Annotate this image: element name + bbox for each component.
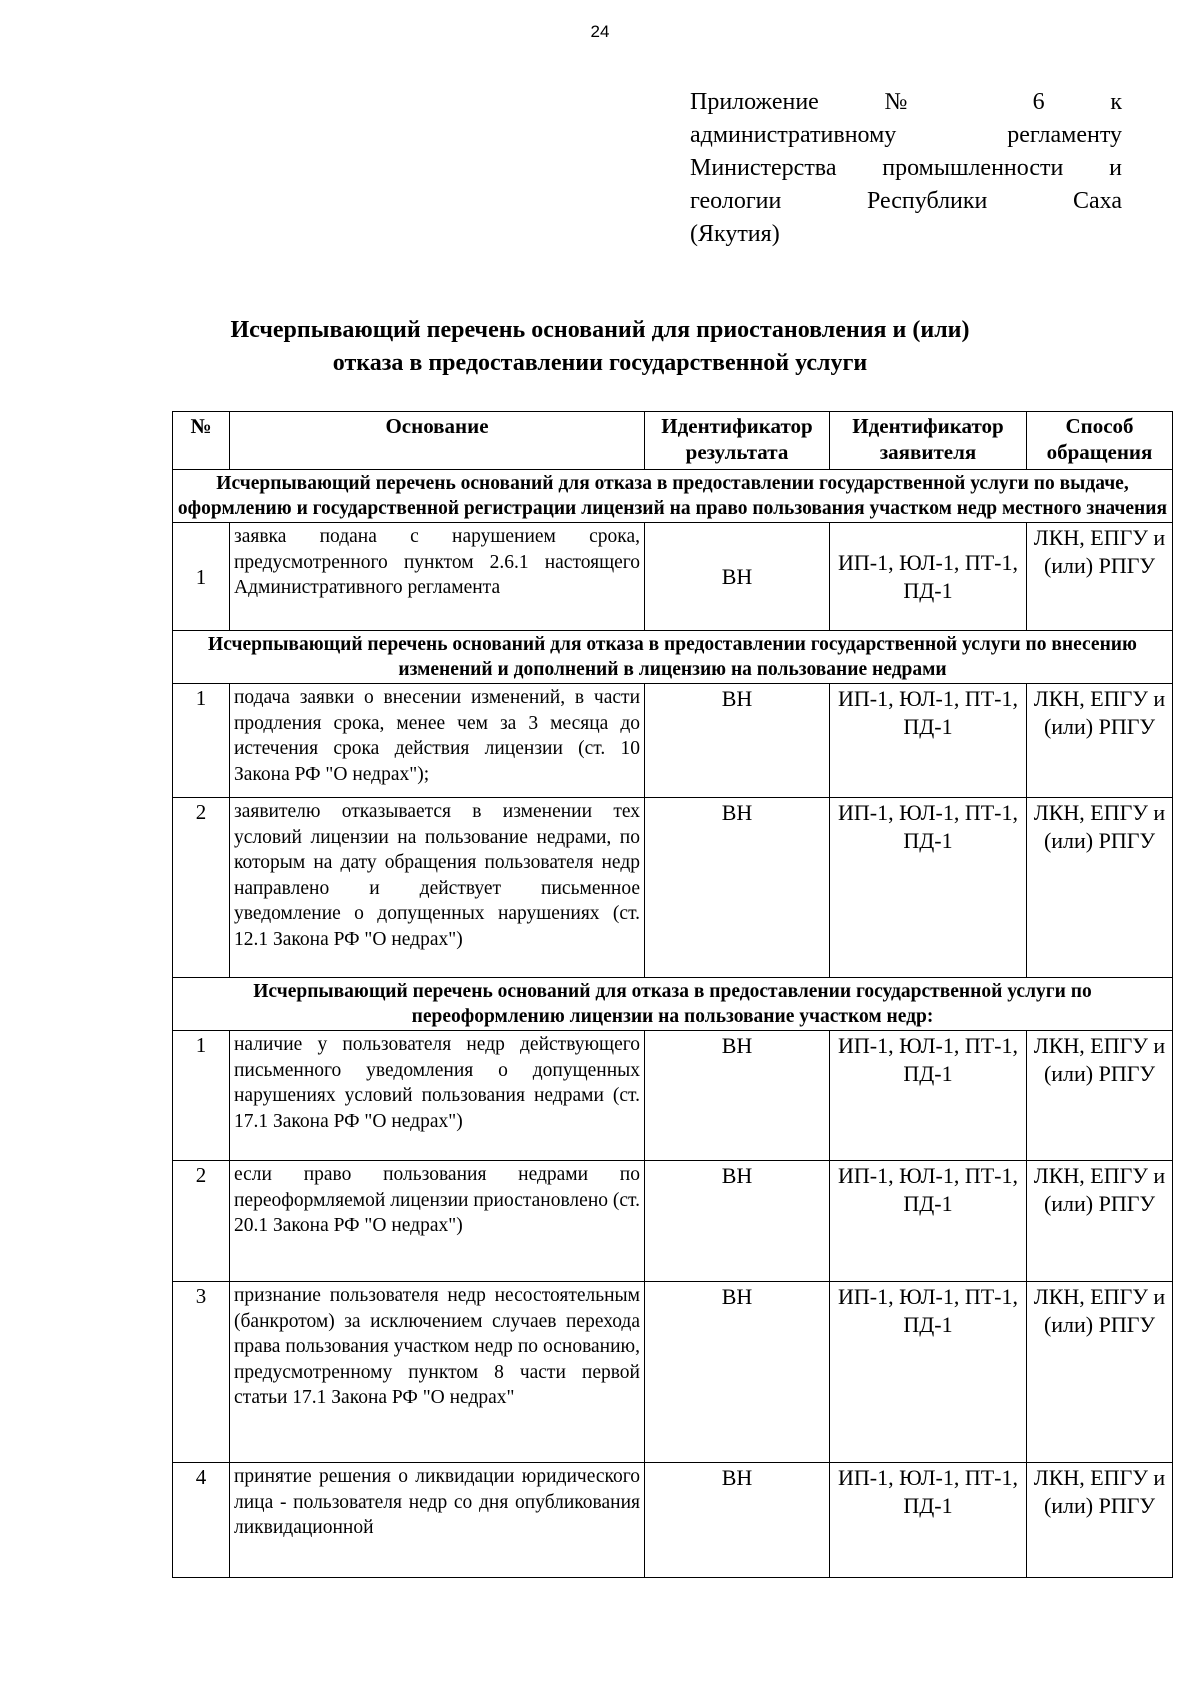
row-method: ЛКН, ЕПГУ и (или) РПГУ (1027, 1161, 1173, 1282)
header-number: № (173, 412, 230, 470)
row-number: 2 (173, 1161, 230, 1282)
row-applicant-id: ИП-1, ЮЛ-1, ПТ-1, ПД-1 (830, 523, 1027, 631)
header-result-id: Идентификатор результата (645, 412, 830, 470)
row-reason: если право пользования недрами по переоформляемой лицензии приостановлено (ст. 20.1 Закона РФ "О недрах") (230, 1161, 645, 1282)
table-row (173, 523, 1173, 631)
row-method: ЛКН, ЕПГУ и (или) РПГУ (1027, 1463, 1173, 1578)
row-applicant-id: ИП-1, ЮЛ-1, ПТ-1, ПД-1 (830, 1282, 1027, 1463)
page-number: 24 (590, 22, 610, 41)
row-number: 1 (173, 684, 230, 798)
section-header-row (173, 470, 1173, 523)
header-reason: Основание (230, 412, 645, 470)
row-method: ЛКН, ЕПГУ и (или) РПГУ (1027, 1031, 1173, 1161)
appendix-line: Министерства промышленности и (690, 155, 1122, 181)
section-header-row (173, 978, 1173, 1031)
section-title: Исчерпывающий перечень оснований для отказа в предоставлении государственной услуги по выдаче, оформлению и государственной регистрации лицензий на право пользования участком недр местного значения (173, 470, 1173, 523)
row-reason: наличие у пользователя недр действующего письменного уведомления о допущенных нарушениях условий пользования недрами (ст. 17.1 Закона РФ "О недрах") (230, 1031, 645, 1161)
header-method: Способ обращения (1027, 412, 1173, 470)
row-result-id: ВН (645, 798, 830, 978)
row-applicant-id: ИП-1, ЮЛ-1, ПТ-1, ПД-1 (830, 798, 1027, 978)
row-number: 4 (173, 1463, 230, 1578)
row-applicant-id: ИП-1, ЮЛ-1, ПТ-1, ПД-1 (830, 1463, 1027, 1578)
table-row (173, 1031, 1173, 1161)
table-header-row (173, 412, 1173, 470)
row-applicant-id: ИП-1, ЮЛ-1, ПТ-1, ПД-1 (830, 684, 1027, 798)
section-header-row (173, 631, 1173, 684)
row-result-id: ВН (645, 523, 830, 631)
row-number: 1 (173, 1031, 230, 1161)
row-method: ЛКН, ЕПГУ и (или) РПГУ (1027, 798, 1173, 978)
row-number: 2 (173, 798, 230, 978)
table-row (173, 1161, 1173, 1282)
appendix-line: геологии Республики Саха (690, 188, 1122, 214)
row-reason: заявка подана с нарушением срока, предусмотренного пунктом 2.6.1 настоящего Административного регламента (230, 523, 645, 631)
section-title: Исчерпывающий перечень оснований для отказа в предоставлении государственной услуги по переоформлению лицензии на пользование участком недр: (173, 978, 1173, 1031)
row-number: 3 (173, 1282, 230, 1463)
row-reason: принятие решения о ликвидации юридического лица - пользователя недр со дня опубликования ликвидационной (230, 1463, 645, 1578)
row-result-id: ВН (645, 1463, 830, 1578)
row-reason: заявителю отказывается в изменении тех условий лицензии на пользование недрами, по которым на дату обращения пользователя недр направлено и действует письменное уведомление о допущенных нарушениях (ст. 12.1 Закона РФ "О недрах") (230, 798, 645, 978)
document-title (150, 314, 1050, 380)
appendix-line: административному регламенту (690, 122, 1122, 148)
row-result-id: ВН (645, 684, 830, 798)
table-row (173, 798, 1173, 978)
row-method: ЛКН, ЕПГУ и (или) РПГУ (1027, 523, 1173, 631)
row-reason: признание пользователя недр несостоятельным (банкротом) за исключением случаев перехода права пользования участком недр по основанию, предусмотренному пунктом 8 части первой статьи 17.1 Закона РФ "О недрах" (230, 1282, 645, 1463)
row-method: ЛКН, ЕПГУ и (или) РПГУ (1027, 684, 1173, 798)
table-row (173, 684, 1173, 798)
grounds-table (172, 411, 1173, 1578)
row-applicant-id: ИП-1, ЮЛ-1, ПТ-1, ПД-1 (830, 1161, 1027, 1282)
appendix-line: Приложение № 6 к (690, 89, 1122, 115)
appendix-note (690, 86, 1122, 251)
row-result-id: ВН (645, 1031, 830, 1161)
row-result-id: ВН (645, 1161, 830, 1282)
row-number: 1 (173, 523, 230, 631)
document-title-line: Исчерпывающий перечень оснований для приостановления и (или) (230, 317, 970, 343)
document-title-line: отказа в предоставлении государственной услуги (332, 350, 868, 376)
section-title: Исчерпывающий перечень оснований для отказа в предоставлении государственной услуги по внесению изменений и дополнений в лицензию на пользование недрами (173, 631, 1173, 684)
row-method: ЛКН, ЕПГУ и (или) РПГУ (1027, 1282, 1173, 1463)
row-result-id: ВН (645, 1282, 830, 1463)
row-reason: подача заявки о внесении изменений, в части продления срока, менее чем за 3 месяца до истечения срока действия лицензии (ст. 10 Закона РФ "О недрах"); (230, 684, 645, 798)
row-applicant-id: ИП-1, ЮЛ-1, ПТ-1, ПД-1 (830, 1031, 1027, 1161)
table-row (173, 1282, 1173, 1463)
table-row (173, 1463, 1173, 1578)
header-applicant-id: Идентификатор заявителя (830, 412, 1027, 470)
appendix-line: (Якутия) (690, 221, 780, 247)
